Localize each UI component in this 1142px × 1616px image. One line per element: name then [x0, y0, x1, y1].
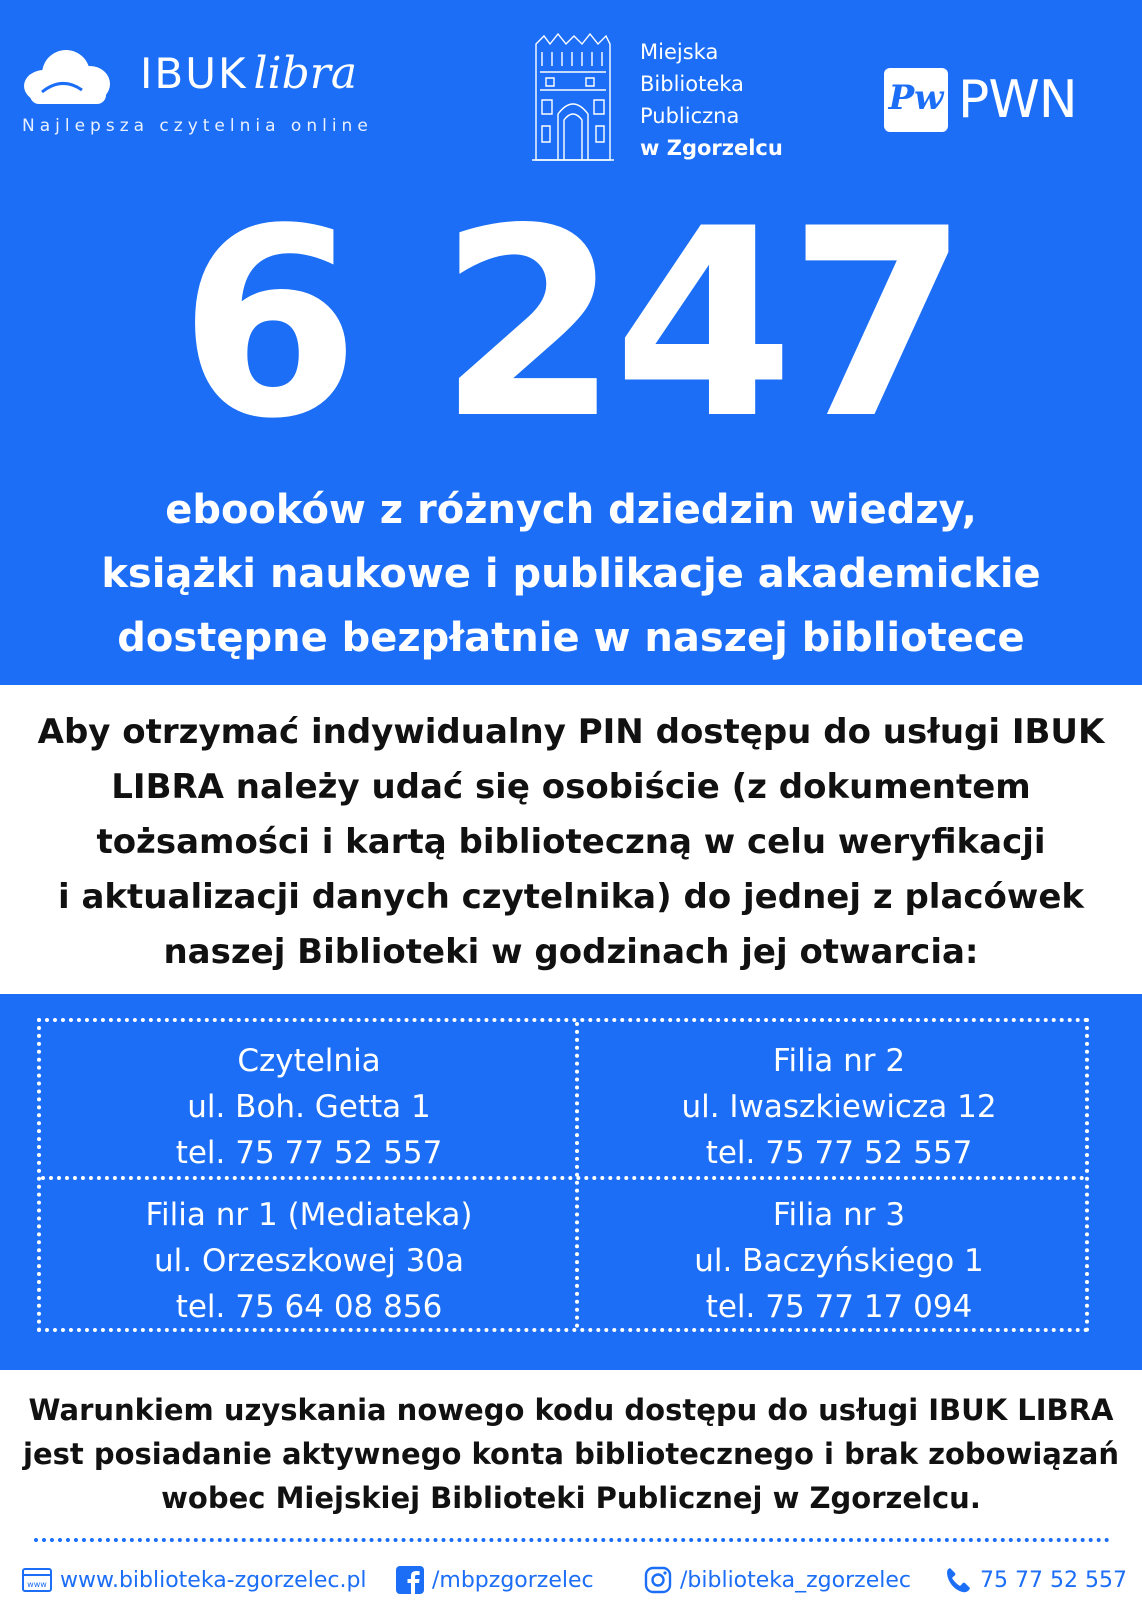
- facebook-link[interactable]: [396, 1562, 594, 1598]
- branch-filia-1: [49, 1192, 569, 1330]
- branch-address: ul. Orzeszkowej 30a: [153, 1243, 465, 1279]
- library-name-line: Biblioteka: [640, 72, 744, 96]
- phone-link[interactable]: [944, 1562, 1127, 1598]
- branch-address: ul. Boh. Getta 1: [187, 1089, 431, 1125]
- library-name-line: w Zgorzelcu: [640, 136, 783, 160]
- library-logo: [530, 30, 800, 170]
- branch-name: Filia nr 1 (Mediateka): [145, 1197, 473, 1233]
- footer-contacts: [0, 1562, 1142, 1602]
- branch-filia-3: [579, 1192, 1099, 1330]
- instruction-line: naszej Biblioteki w godzinach jej otwarcia:: [163, 932, 979, 972]
- phone-text: 75 77 52 557: [980, 1567, 1127, 1593]
- instruction-line: Aby otrzymać indywidualny PIN dostępu do usługi IBUK: [37, 712, 1105, 752]
- instagram-icon: [644, 1566, 672, 1594]
- headline-line: dostępne bezpłatnie w naszej bibliotece: [117, 615, 1025, 661]
- access-condition: [0, 1388, 1142, 1520]
- footer-divider: [34, 1538, 1110, 1542]
- cloud-icon: [22, 46, 112, 106]
- website-text: www.biblioteka-zgorzelec.pl: [60, 1567, 367, 1593]
- ibuk-tagline: Najlepsza czytelnia online: [22, 116, 373, 136]
- branch-address: ul. Iwaszkiewicza 12: [681, 1089, 997, 1125]
- website-link[interactable]: [22, 1562, 367, 1598]
- website-icon-label: www: [27, 1580, 47, 1589]
- facebook-icon: [396, 1566, 424, 1594]
- branch-name: Filia nr 2: [772, 1043, 906, 1079]
- pwn-wordmark: PWN: [958, 70, 1077, 130]
- pwn-mark: [884, 68, 948, 132]
- library-building-icon: [530, 30, 616, 162]
- branch-filia-2: [579, 1038, 1099, 1176]
- pwn-mark-text: Pw: [888, 78, 944, 118]
- branch-name: Czytelnia: [237, 1043, 381, 1079]
- branch-phone: tel. 75 77 52 557: [175, 1135, 443, 1171]
- branch-phone: tel. 75 64 08 856: [175, 1289, 443, 1325]
- instruction-line: LIBRA należy udać się osobiście (z dokumentem: [111, 767, 1031, 807]
- ibuk-brand: IBUK: [140, 49, 248, 98]
- branch-name: Filia nr 3: [772, 1197, 906, 1233]
- ebook-count: 6 247: [178, 174, 964, 476]
- branch-phone: tel. 75 77 17 094: [705, 1289, 973, 1325]
- headline-text: [0, 478, 1142, 670]
- condition-line: wobec Miejskiej Biblioteki Publicznej w Zgorzelcu.: [161, 1481, 981, 1515]
- headline-line: ebooków z różnych dziedzin wiedzy,: [165, 487, 977, 533]
- instruction-line: tożsamości i kartą biblioteczną w celu weryfikacji: [96, 822, 1046, 862]
- branches-section: [0, 994, 1142, 1370]
- pin-instructions: [0, 705, 1142, 980]
- instagram-text: /biblioteka_zgorzelec: [680, 1567, 911, 1593]
- library-name: [640, 36, 783, 164]
- grid-divider-horizontal: [41, 1176, 1085, 1180]
- top-blue-section: [0, 0, 1142, 685]
- branch-phone: tel. 75 77 52 557: [705, 1135, 973, 1171]
- ibuk-title: [140, 48, 357, 99]
- branch-czytelnia: [49, 1038, 569, 1176]
- condition-line: Warunkiem uzyskania nowego kodu dostępu do usługi IBUK LIBRA: [28, 1393, 1114, 1427]
- instruction-line: i aktualizacji danych czytelnika) do jednej z placówek: [58, 877, 1084, 917]
- phone-icon: [944, 1566, 972, 1594]
- website-icon: [22, 1568, 52, 1592]
- pwn-logo: [884, 68, 1090, 132]
- library-name-line: Publiczna: [640, 104, 740, 128]
- condition-line: jest posiadanie aktywnego konta bibliotecznego i brak zobowiązań: [23, 1437, 1119, 1471]
- ibuk-libra-logo: [22, 40, 432, 150]
- library-name-line: Miejska: [640, 40, 719, 64]
- headline-line: książki naukowe i publikacje akademickie: [101, 551, 1041, 597]
- instagram-link[interactable]: [644, 1562, 911, 1598]
- ibuk-brand-script: libra: [253, 48, 358, 99]
- branches-grid: [37, 1018, 1089, 1332]
- branch-address: ul. Baczyńskiego 1: [694, 1243, 984, 1279]
- facebook-text: /mbpzgorzelec: [432, 1567, 594, 1593]
